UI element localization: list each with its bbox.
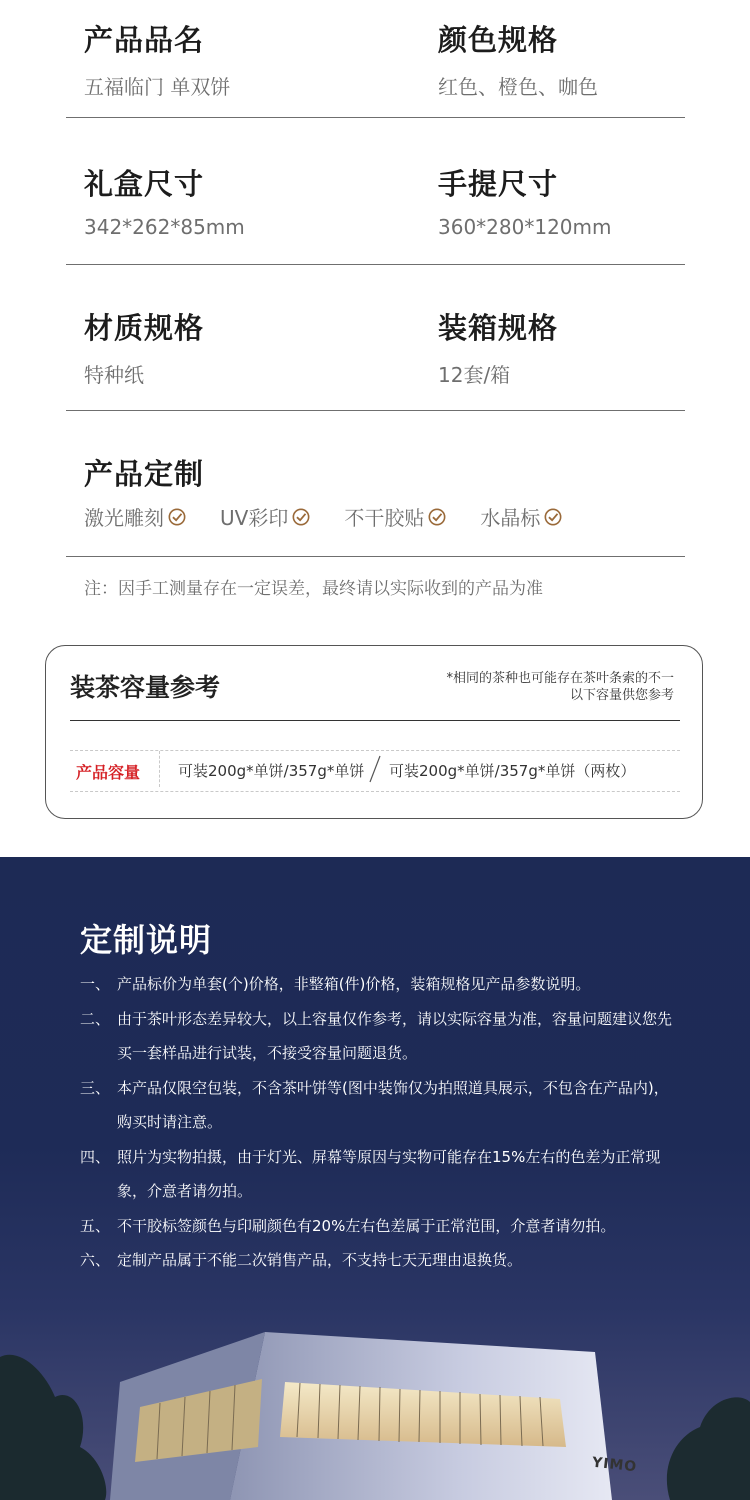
spec-value: 360*280*120mm	[438, 215, 612, 239]
spec-label: 手提尺寸	[438, 167, 559, 201]
spec-color	[438, 18, 598, 100]
check-circle-icon	[168, 508, 186, 526]
notice-text: 不干胶标签颜色与印刷颜色有20%左右色差属于正常范围，介意者请勿拍。	[117, 1216, 616, 1235]
spec-label: 装箱规格	[438, 311, 559, 345]
notice-text: 本产品仅限空包装，不含茶叶饼等(图中装饰仅为拍照道具展示，不包含在产品内)，购买时请注意。	[117, 1078, 669, 1131]
spec-label: 礼盒尺寸	[84, 167, 205, 201]
custom-options	[84, 502, 596, 531]
notice-number: 六、	[80, 1251, 111, 1269]
check-circle-icon	[292, 508, 310, 526]
capacity-note-line: *相同的茶种也可能存在茶叶条索的不一	[446, 671, 674, 686]
notice-item	[80, 967, 680, 1002]
spec-value: 12套/箱	[438, 363, 511, 387]
measurement-note: 注：因手工测量存在一定误差，最终请以实际收到的产品为准	[84, 579, 543, 599]
notice-title: 定制说明	[80, 921, 213, 959]
capacity-value: 可装200g*单饼/357g*单饼	[178, 762, 365, 780]
spec-box-size	[84, 162, 245, 239]
notice-number: 三、	[80, 1078, 111, 1097]
spec-value: 特种纸	[84, 363, 144, 387]
notice-text: 定制产品属于不能二次销售产品，不支持七天无理由退换货。	[117, 1251, 523, 1269]
notice-item	[80, 1071, 680, 1140]
capacity-row-label: 产品容量	[76, 763, 141, 782]
notice-item	[80, 1002, 680, 1071]
spec-value: 342*262*85mm	[84, 215, 245, 239]
spec-custom	[84, 452, 204, 493]
notice-item	[80, 1209, 680, 1244]
custom-option-label: 不干胶贴	[344, 506, 425, 530]
brand-sign: YIMO	[591, 1454, 638, 1476]
dashed-divider	[70, 791, 680, 792]
notice-number: 五、	[80, 1216, 111, 1235]
custom-option	[220, 502, 310, 531]
capacity-note-line: 以下容量供您参考	[569, 688, 674, 703]
spec-label: 产品品名	[84, 23, 205, 57]
notice-item	[80, 1140, 680, 1209]
notice-number: 一、	[80, 975, 111, 993]
custom-option	[84, 502, 186, 531]
notice-item	[80, 1243, 680, 1278]
spec-bag-size	[438, 162, 612, 239]
spec-product-name	[84, 18, 230, 100]
notice-text: 照片为实物拍摄，由于灯光、屏幕等原因与实物可能存在15%左右的色差为正常现象，介意者请勿拍。	[117, 1147, 661, 1200]
spec-value: 红色、橙色、咖色	[438, 75, 598, 99]
custom-option	[480, 502, 562, 531]
custom-option-label: 激光雕刻	[84, 506, 164, 530]
spec-label: 颜色规格	[438, 23, 559, 57]
notice-text: 产品标价为单套(个)价格，非整箱(件)价格，装箱规格见产品参数说明。	[117, 975, 591, 993]
capacity-note	[446, 670, 674, 704]
building-photo	[0, 1287, 750, 1500]
custom-option-label: UV彩印	[220, 506, 289, 530]
spec-label: 材质规格	[84, 311, 205, 345]
slash-separator-icon	[368, 754, 382, 784]
check-circle-icon	[544, 508, 562, 526]
notice-list	[80, 967, 680, 1278]
custom-option	[344, 502, 446, 531]
dashed-separator	[159, 751, 160, 787]
capacity-title: 装茶容量参考	[70, 673, 221, 702]
check-circle-icon	[428, 508, 446, 526]
spec-value: 五福临门 单双饼	[84, 75, 231, 99]
custom-notice-section	[0, 857, 750, 1500]
capacity-reference-card	[45, 645, 703, 819]
spec-material	[84, 306, 204, 388]
dashed-divider	[70, 750, 680, 751]
notice-number: 四、	[80, 1147, 111, 1166]
notice-text: 由于茶叶形态差异较大，以上容量仅作参考，请以实际容量为准，容量问题建议您先买一套样品进行试装，不接受容量问题退货。	[117, 1009, 673, 1062]
capacity-value: 可装200g*单饼/357g*单饼（两枚）	[389, 762, 636, 780]
spec-packing	[438, 306, 558, 388]
capacity-divider	[70, 720, 680, 721]
spec-label: 产品定制	[84, 457, 205, 491]
custom-option-label: 水晶标	[480, 506, 541, 530]
notice-number: 二、	[80, 1009, 111, 1028]
